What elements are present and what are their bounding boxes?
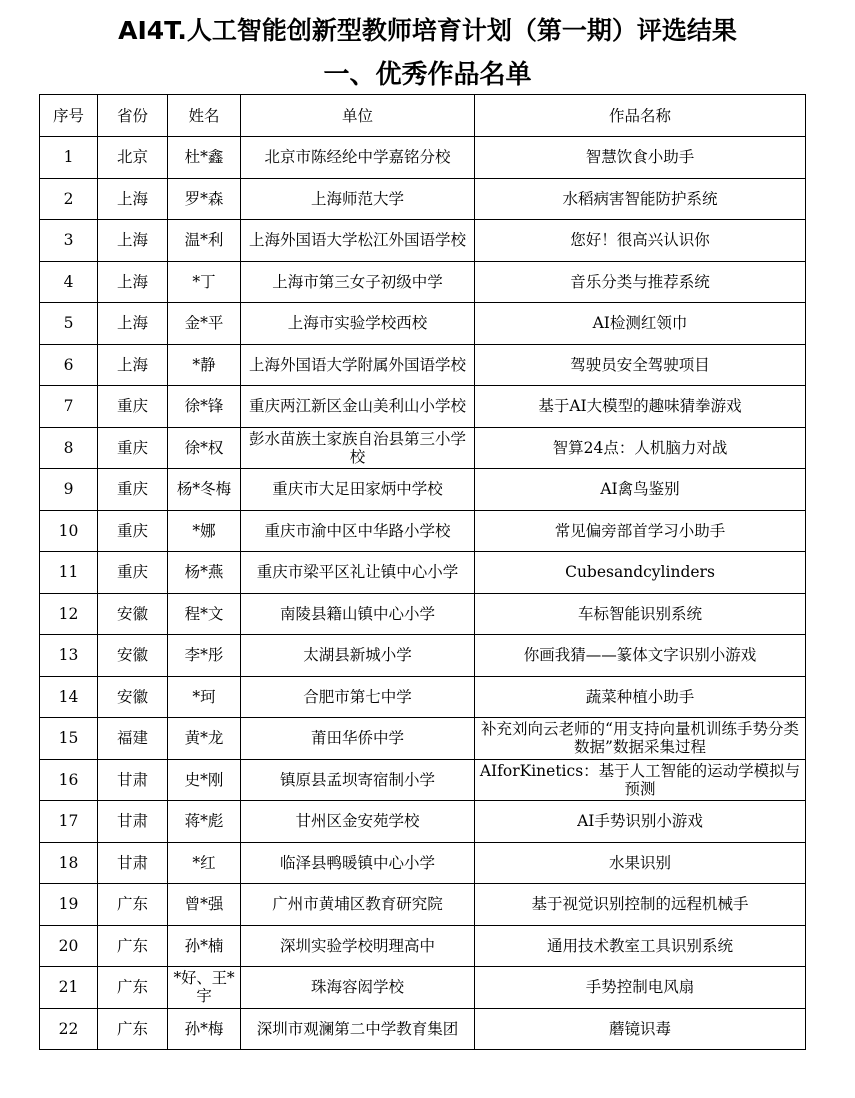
table-row <box>40 178 806 220</box>
cell-work-title: 您好！很高兴认识你 <box>475 220 806 262</box>
cell-organization: 南陵县籍山镇中心小学 <box>241 593 475 635</box>
cell-name: 曾*强 <box>168 884 241 926</box>
cell-province: 上海 <box>98 220 168 262</box>
cell-index: 2 <box>40 178 98 220</box>
cell-index: 9 <box>40 469 98 511</box>
page-title: AI4T.人工智能创新型教师培育计划（第一期）评选结果 <box>118 16 737 45</box>
cell-name: 金*平 <box>168 303 241 345</box>
table-row <box>40 925 806 967</box>
cell-province: 上海 <box>98 303 168 345</box>
cell-name: *丁 <box>168 261 241 303</box>
cell-work-title: 基于视觉识别控制的远程机械手 <box>475 884 806 926</box>
table-row <box>40 718 806 760</box>
table-body <box>40 137 806 1050</box>
cell-index: 10 <box>40 510 98 552</box>
cell-index: 14 <box>40 676 98 718</box>
cell-organization: 北京市陈经纶中学嘉铭分校 <box>241 137 475 179</box>
cell-province: 重庆 <box>98 552 168 594</box>
table-row <box>40 261 806 303</box>
cell-work-title: 车标智能识别系统 <box>475 593 806 635</box>
cell-work-title: AI手势识别小游戏 <box>475 801 806 843</box>
cell-organization: 甘州区金安苑学校 <box>241 801 475 843</box>
cell-index: 15 <box>40 718 98 760</box>
cell-name: 黄*龙 <box>168 718 241 760</box>
cell-work-title: 常见偏旁部首学习小助手 <box>475 510 806 552</box>
cell-index: 12 <box>40 593 98 635</box>
cell-province: 广东 <box>98 884 168 926</box>
table-row <box>40 552 806 594</box>
cell-work-title: 补充刘向云老师的“用支持向量机训练手势分类数据”数据采集过程 <box>475 718 806 760</box>
table-header-row <box>40 95 806 137</box>
cell-organization: 深圳市观澜第二中学教育集团 <box>241 1008 475 1050</box>
cell-province: 安徽 <box>98 635 168 677</box>
cell-province: 广东 <box>98 967 168 1009</box>
cell-index: 21 <box>40 967 98 1009</box>
cell-index: 11 <box>40 552 98 594</box>
cell-work-title: 通用技术教室工具识别系统 <box>475 925 806 967</box>
cell-organization: 深圳实验学校明理高中 <box>241 925 475 967</box>
cell-work-title: AI禽鸟鉴别 <box>475 469 806 511</box>
cell-work-title: 手势控制电风扇 <box>475 967 806 1009</box>
cell-index: 17 <box>40 801 98 843</box>
cell-name: 蒋*彪 <box>168 801 241 843</box>
cell-name: 史*刚 <box>168 759 241 801</box>
cell-name: 李*彤 <box>168 635 241 677</box>
table-row <box>40 344 806 386</box>
cell-work-title: 驾驶员安全驾驶项目 <box>475 344 806 386</box>
cell-name: 孙*楠 <box>168 925 241 967</box>
cell-name: *好、王*宇 <box>168 967 241 1009</box>
cell-index: 3 <box>40 220 98 262</box>
cell-index: 4 <box>40 261 98 303</box>
table-row <box>40 1008 806 1050</box>
cell-work-title: 蘑镜识毒 <box>475 1008 806 1050</box>
header-province: 省份 <box>98 95 168 137</box>
cell-province: 重庆 <box>98 469 168 511</box>
cell-work-title: 水果识别 <box>475 842 806 884</box>
cell-organization: 重庆市大足田家炳中学校 <box>241 469 475 511</box>
cell-province: 安徽 <box>98 593 168 635</box>
cell-province: 甘肃 <box>98 801 168 843</box>
table-row <box>40 759 806 801</box>
cell-province: 重庆 <box>98 510 168 552</box>
cell-name: 杨*冬梅 <box>168 469 241 511</box>
cell-index: 13 <box>40 635 98 677</box>
cell-organization: 莆田华侨中学 <box>241 718 475 760</box>
cell-name: 杨*燕 <box>168 552 241 594</box>
table-row <box>40 593 806 635</box>
cell-work-title: 蔬菜种植小助手 <box>475 676 806 718</box>
table-row <box>40 427 806 469</box>
cell-name: 罗*森 <box>168 178 241 220</box>
cell-name: *红 <box>168 842 241 884</box>
cell-index: 5 <box>40 303 98 345</box>
cell-work-title: 你画我猜——篆体文字识别小游戏 <box>475 635 806 677</box>
cell-province: 广东 <box>98 925 168 967</box>
cell-province: 安徽 <box>98 676 168 718</box>
cell-name: *珂 <box>168 676 241 718</box>
table-row <box>40 884 806 926</box>
header-work-title: 作品名称 <box>475 95 806 137</box>
cell-province: 广东 <box>98 1008 168 1050</box>
table-row <box>40 967 806 1009</box>
winners-table <box>39 94 806 1050</box>
table-row <box>40 137 806 179</box>
cell-province: 重庆 <box>98 427 168 469</box>
cell-work-title: 智算24点：人机脑力对战 <box>475 427 806 469</box>
cell-province: 重庆 <box>98 386 168 428</box>
cell-work-title: 智慧饮食小助手 <box>475 137 806 179</box>
table-row <box>40 801 806 843</box>
table-row <box>40 220 806 262</box>
cell-index: 8 <box>40 427 98 469</box>
cell-province: 上海 <box>98 261 168 303</box>
cell-work-title: 水稻病害智能防护系统 <box>475 178 806 220</box>
cell-organization: 上海外国语大学附属外国语学校 <box>241 344 475 386</box>
cell-index: 7 <box>40 386 98 428</box>
table-row <box>40 469 806 511</box>
section-title: 一、优秀作品名单 <box>323 60 532 90</box>
cell-organization: 合肥市第七中学 <box>241 676 475 718</box>
cell-work-title: 基于AI大模型的趣味猜拳游戏 <box>475 386 806 428</box>
cell-name: 徐*锋 <box>168 386 241 428</box>
cell-index: 6 <box>40 344 98 386</box>
cell-name: *娜 <box>168 510 241 552</box>
cell-province: 福建 <box>98 718 168 760</box>
cell-name: *静 <box>168 344 241 386</box>
table-row <box>40 386 806 428</box>
cell-organization: 重庆市渝中区中华路小学校 <box>241 510 475 552</box>
table-row <box>40 676 806 718</box>
cell-name: 孙*梅 <box>168 1008 241 1050</box>
header-name: 姓名 <box>168 95 241 137</box>
cell-organization: 上海市第三女子初级中学 <box>241 261 475 303</box>
table-row <box>40 635 806 677</box>
cell-organization: 太湖县新城小学 <box>241 635 475 677</box>
cell-organization: 珠海容闳学校 <box>241 967 475 1009</box>
cell-work-title: 音乐分类与推荐系统 <box>475 261 806 303</box>
cell-index: 1 <box>40 137 98 179</box>
cell-organization: 镇原县孟坝寄宿制小学 <box>241 759 475 801</box>
cell-name: 徐*权 <box>168 427 241 469</box>
cell-work-title: AIforKinetics：基于人工智能的运动学模拟与预测 <box>475 759 806 801</box>
cell-organization: 广州市黄埔区教育研究院 <box>241 884 475 926</box>
table-row <box>40 510 806 552</box>
cell-name: 程*文 <box>168 593 241 635</box>
cell-index: 19 <box>40 884 98 926</box>
cell-index: 20 <box>40 925 98 967</box>
cell-province: 甘肃 <box>98 759 168 801</box>
cell-organization: 上海外国语大学松江外国语学校 <box>241 220 475 262</box>
header-organization: 单位 <box>241 95 475 137</box>
cell-index: 16 <box>40 759 98 801</box>
cell-organization: 重庆市梁平区礼让镇中心小学 <box>241 552 475 594</box>
cell-province: 北京 <box>98 137 168 179</box>
cell-province: 甘肃 <box>98 842 168 884</box>
cell-organization: 上海师范大学 <box>241 178 475 220</box>
cell-organization: 重庆两江新区金山美利山小学校 <box>241 386 475 428</box>
cell-province: 上海 <box>98 178 168 220</box>
cell-organization: 彭水苗族土家族自治县第三小学校 <box>241 427 475 469</box>
table-row <box>40 303 806 345</box>
cell-work-title: Cubesandcylinders <box>475 552 806 594</box>
header-index: 序号 <box>40 95 98 137</box>
table-row <box>40 842 806 884</box>
cell-name: 杜*鑫 <box>168 137 241 179</box>
cell-work-title: AI检测红领巾 <box>475 303 806 345</box>
cell-organization: 上海市实验学校西校 <box>241 303 475 345</box>
cell-name: 温*利 <box>168 220 241 262</box>
cell-province: 上海 <box>98 344 168 386</box>
cell-index: 22 <box>40 1008 98 1050</box>
cell-index: 18 <box>40 842 98 884</box>
cell-organization: 临泽县鸭暖镇中心小学 <box>241 842 475 884</box>
